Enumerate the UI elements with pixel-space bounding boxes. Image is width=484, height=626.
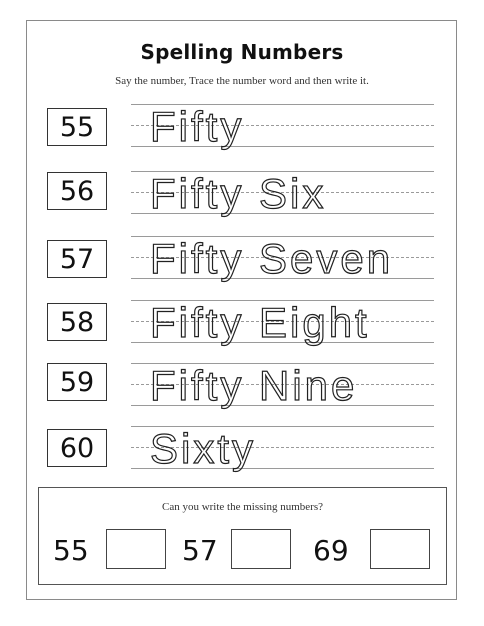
practice-row	[0, 294, 484, 354]
number-box: 58	[47, 303, 107, 341]
missing-sequence-number: 55	[53, 534, 89, 567]
worksheet-instruction: Say the number, Trace the number word and then write it.	[115, 75, 369, 87]
missing-sequence-number: 69	[313, 534, 349, 567]
number-box: 55	[47, 108, 107, 146]
missing-number-answer-box[interactable]	[370, 529, 430, 569]
traceable-word[interactable]: Fifty	[150, 103, 245, 150]
number-box: 59	[47, 363, 107, 401]
practice-row	[0, 98, 484, 158]
traceable-word[interactable]: Fifty Eight	[150, 299, 370, 346]
practice-row	[0, 230, 484, 290]
missing-numbers-question: Can you write the missing numbers?	[161, 501, 323, 513]
practice-row	[0, 357, 484, 417]
missing-number-answer-box[interactable]	[231, 529, 291, 569]
number-box: 60	[47, 429, 107, 467]
practice-row	[0, 420, 484, 480]
traceable-word[interactable]: Fifty Seven	[150, 235, 394, 282]
traceable-word[interactable]: Fifty Six	[150, 170, 327, 217]
traceable-word[interactable]: Fifty Nine	[150, 362, 358, 409]
worksheet-title: Spelling Numbers	[140, 40, 344, 64]
practice-row	[0, 165, 484, 225]
number-box: 57	[47, 240, 107, 278]
missing-sequence-number: 57	[182, 534, 218, 567]
missing-number-answer-box[interactable]	[106, 529, 166, 569]
number-box: 56	[47, 172, 107, 210]
traceable-word[interactable]: Sixty	[150, 425, 257, 472]
missing-numbers-panel	[38, 487, 447, 585]
